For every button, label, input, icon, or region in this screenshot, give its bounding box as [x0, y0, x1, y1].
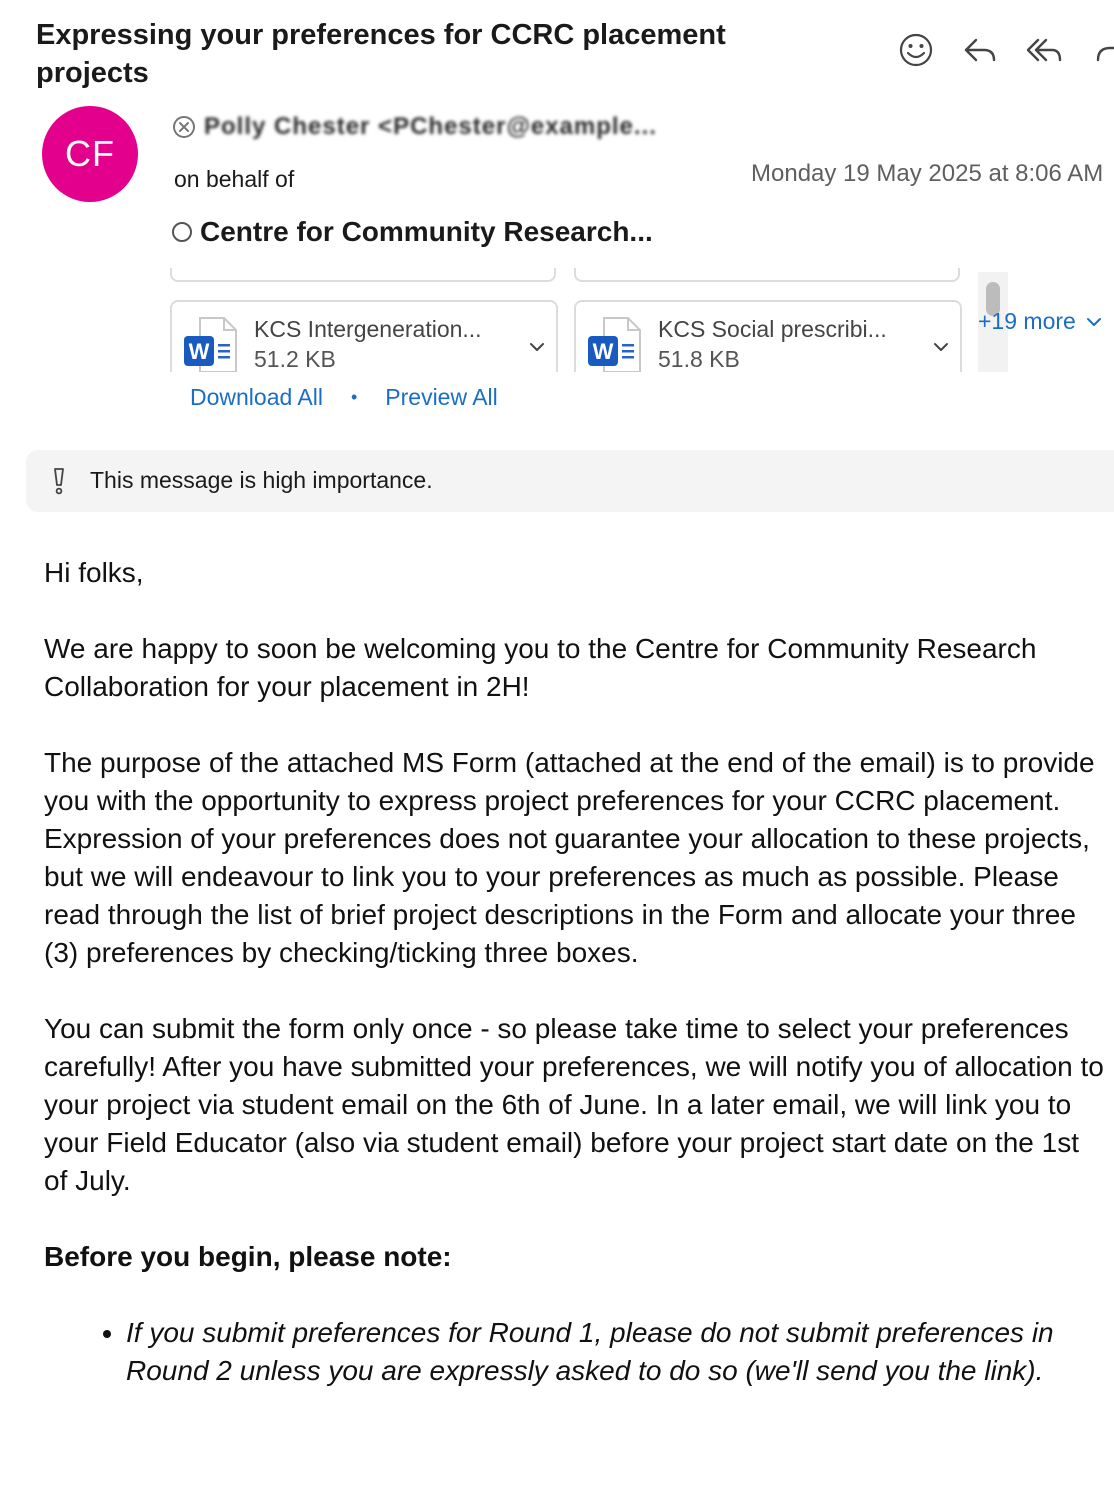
attachment-card[interactable] [574, 300, 962, 372]
message-body [44, 554, 1104, 1390]
chevron-down-icon[interactable] [528, 338, 546, 356]
attachment-name: KCS Social prescribi... [658, 316, 887, 342]
organization-row[interactable] [172, 216, 653, 248]
attachment-card[interactable] [170, 300, 558, 372]
word-doc-icon [586, 314, 642, 372]
email-subject: Expressing your preferences for CCRC placement projects [36, 19, 726, 89]
attachment-name: KCS Intergeneration... [254, 316, 482, 342]
organization-name[interactable]: Centre for Community Research... [200, 216, 653, 247]
attachment-card-partial[interactable] [170, 268, 556, 282]
body-paragraph: You can submit the form only once - so please take time to select your preferences carefully! After you have submitted your preferences, we will notify you of allocation to your project via student email on the 6th of June. In a later email, we will link you to your Field Educator (also via student email) before your project start date on the 1st of July. [44, 1013, 1104, 1196]
chevron-down-icon [1084, 312, 1104, 332]
attachment-size: 51.2 KB [254, 346, 336, 372]
high-importance-icon [50, 466, 68, 496]
preview-all-link[interactable]: Preview All [385, 384, 498, 410]
reply-icon[interactable] [960, 30, 1000, 70]
chevron-down-icon[interactable] [932, 338, 950, 356]
greeting: Hi folks, [44, 557, 144, 588]
note-list [44, 1314, 1104, 1390]
more-attachments-label: +19 more [978, 308, 1076, 334]
note-list-item: • If you submit preferences for Round 1, please do not submit preferences in Round 2 unless you are expressly asked to do so (we'll send you the link). [126, 1314, 1104, 1390]
status-circle-icon [172, 222, 192, 242]
note-heading: Before you begin, please note: [44, 1241, 452, 1272]
avatar: CF [42, 106, 138, 202]
smiley-icon[interactable] [896, 30, 936, 70]
attachments-panel [160, 268, 1020, 372]
sender-row[interactable] [172, 110, 657, 144]
reply-all-icon[interactable] [1024, 30, 1064, 70]
svg-text:W: W [592, 339, 614, 364]
on-behalf-label: on behalf of [174, 166, 295, 192]
link-separator: • [350, 387, 358, 407]
word-doc-icon [182, 314, 238, 372]
body-paragraph: We are happy to soon be welcoming you to the Centre for Community Research Collaboration for your placement in 2H! [44, 633, 1037, 702]
sender-name[interactable]: Polly Chester <PChester@example... [204, 113, 657, 140]
remove-sender-icon[interactable] [172, 115, 196, 139]
attachment-actions [190, 384, 498, 411]
importance-banner [26, 450, 1114, 512]
attachment-size: 51.8 KB [658, 346, 740, 372]
body-paragraph: The purpose of the attached MS Form (attached at the end of the email) is to provide you with the opportunity to express project preferences for your CCRC placement. Expression of your preferences does not guarantee your allocation to these projects, but we will endeavour to link you to your preferences as much as possible. Please read through the list of brief project descriptions in the Form and allocate your three (3) preferences by checking/ticking three boxes. [44, 747, 1095, 968]
forward-icon[interactable] [1086, 30, 1114, 70]
svg-text:W: W [188, 339, 210, 364]
attachment-card-partial[interactable] [574, 268, 960, 282]
importance-text: This message is high importance. [90, 467, 433, 493]
more-attachments-button[interactable] [978, 308, 1104, 335]
sent-date: Monday 19 May 2025 at 8:06 AM [751, 160, 1104, 187]
download-all-link[interactable]: Download All [190, 384, 323, 410]
